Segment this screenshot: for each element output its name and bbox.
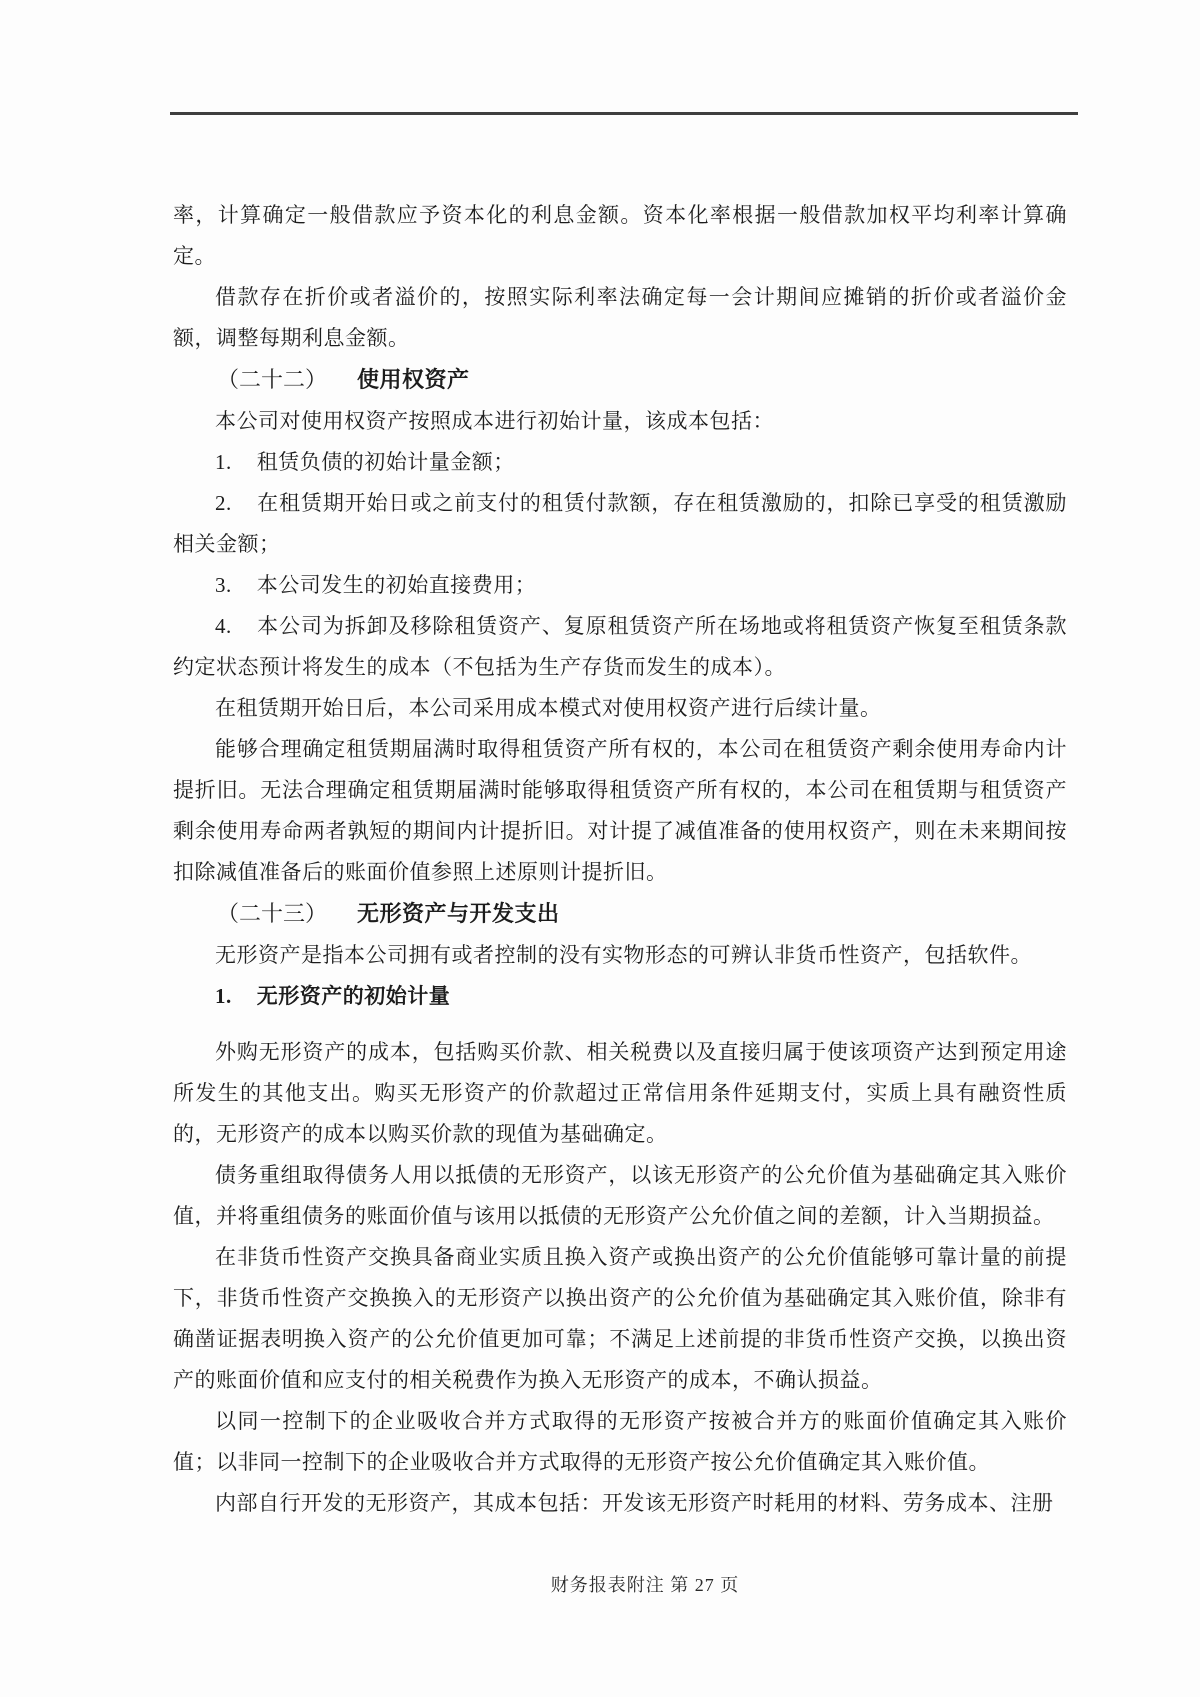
paragraph: 本公司对使用权资产按照成本进行初始计量，该成本包括： [215, 409, 774, 433]
list-text: 租赁负债的初始计量金额； [256, 450, 515, 474]
paragraph: 以同一控制下的企业吸收合并方式取得的无形资产按被合并方的账面价值确定其入账价值；以非同一控制下的企业吸收合并方式取得的无形资产按公允价值确定其入账价值。 [173, 1409, 1067, 1474]
list-number: 1. [215, 450, 232, 474]
sub-heading-initial-measurement [173, 976, 1067, 1017]
list-number: 2. [215, 491, 232, 515]
list-item [173, 442, 1067, 483]
page-footer: 财务报表附注 第 27 页 [550, 1575, 740, 1595]
list-item [173, 565, 1067, 606]
list-number: 4. [215, 614, 232, 638]
paragraph: 在非货币性资产交换具备商业实质且换入资产或换出资产的公允价值能够可靠计量的前提下，非货币性资产交换换入的无形资产以换出资产的公允价值为基础确定其入账价值，除非有确凿证据表明换入资产的公允价值更加可靠；不满足上述前提的非货币性资产交换，以换出资产的账面价值和应支付的相关税费作为换入无形资产的成本，不确认损益。 [173, 1245, 1067, 1392]
section-number: （二十三） [217, 901, 328, 926]
paragraph: 在租赁期开始日后，本公司采用成本模式对使用权资产进行后续计量。 [215, 696, 882, 720]
paragraph: 无形资产是指本公司拥有或者控制的没有实物形态的可辨认非货币性资产，包括软件。 [215, 943, 1032, 967]
section-title: 无形资产与开发支出 [357, 901, 560, 926]
section-heading-22 [173, 359, 1067, 400]
header-rule [170, 112, 1078, 115]
paragraph: 能够合理确定租赁期届满时取得租赁资产所有权的，本公司在租赁资产剩余使用寿命内计提折旧。无法合理确定租赁期届满时能够取得租赁资产所有权的，本公司在租赁期与租赁资产剩余使用寿命两者孰短的期间内计提折旧。对计提了减值准备的使用权资产，则在未来期间按扣除减值准备后的账面价值参照上述原则计提折旧。 [173, 737, 1067, 884]
section-heading-23 [173, 893, 1067, 934]
paragraph-continuation: 率，计算确定一般借款应予资本化的利息金额。资本化率根据一般借款加权平均利率计算确定。 [173, 203, 1067, 268]
list-number: 3. [215, 573, 232, 597]
paragraph: 外购无形资产的成本，包括购买价款、相关税费以及直接归属于使该项资产达到预定用途所发生的其他支出。购买无形资产的价款超过正常信用条件延期支付，实质上具有融资性质的，无形资产的成本以购买价款的现值为基础确定。 [173, 1040, 1067, 1146]
paragraph-truncated: 内部自行开发的无形资产，其成本包括：开发该无形资产时耗用的材料、劳务成本、注册 [215, 1491, 1054, 1515]
list-item [173, 606, 1067, 688]
sub-heading-title: 无形资产的初始计量 [256, 984, 451, 1008]
list-text: 本公司发生的初始直接费用； [256, 573, 537, 597]
sub-heading-number: 1. [215, 984, 232, 1008]
section-number: （二十二） [217, 367, 328, 392]
list-text: 本公司为拆卸及移除租赁资产、复原租赁资产所在场地或将租赁资产恢复至租赁条款约定状态预计将发生的成本（不包括为生产存货而发生的成本）。 [173, 614, 1067, 679]
document-body [173, 195, 1067, 1524]
list-text: 在租赁期开始日或之前支付的租赁付款额，存在租赁激励的，扣除已享受的租赁激励相关金额； [173, 491, 1067, 556]
list-item [173, 483, 1067, 565]
paragraph: 债务重组取得债务人用以抵债的无形资产，以该无形资产的公允价值为基础确定其入账价值，并将重组债务的账面价值与该用以抵债的无形资产公允价值之间的差额，计入当期损益。 [173, 1163, 1067, 1228]
section-title: 使用权资产 [357, 367, 470, 392]
paragraph: 借款存在折价或者溢价的，按照实际利率法确定每一会计期间应摊销的折价或者溢价金额，调整每期利息金额。 [173, 285, 1067, 350]
